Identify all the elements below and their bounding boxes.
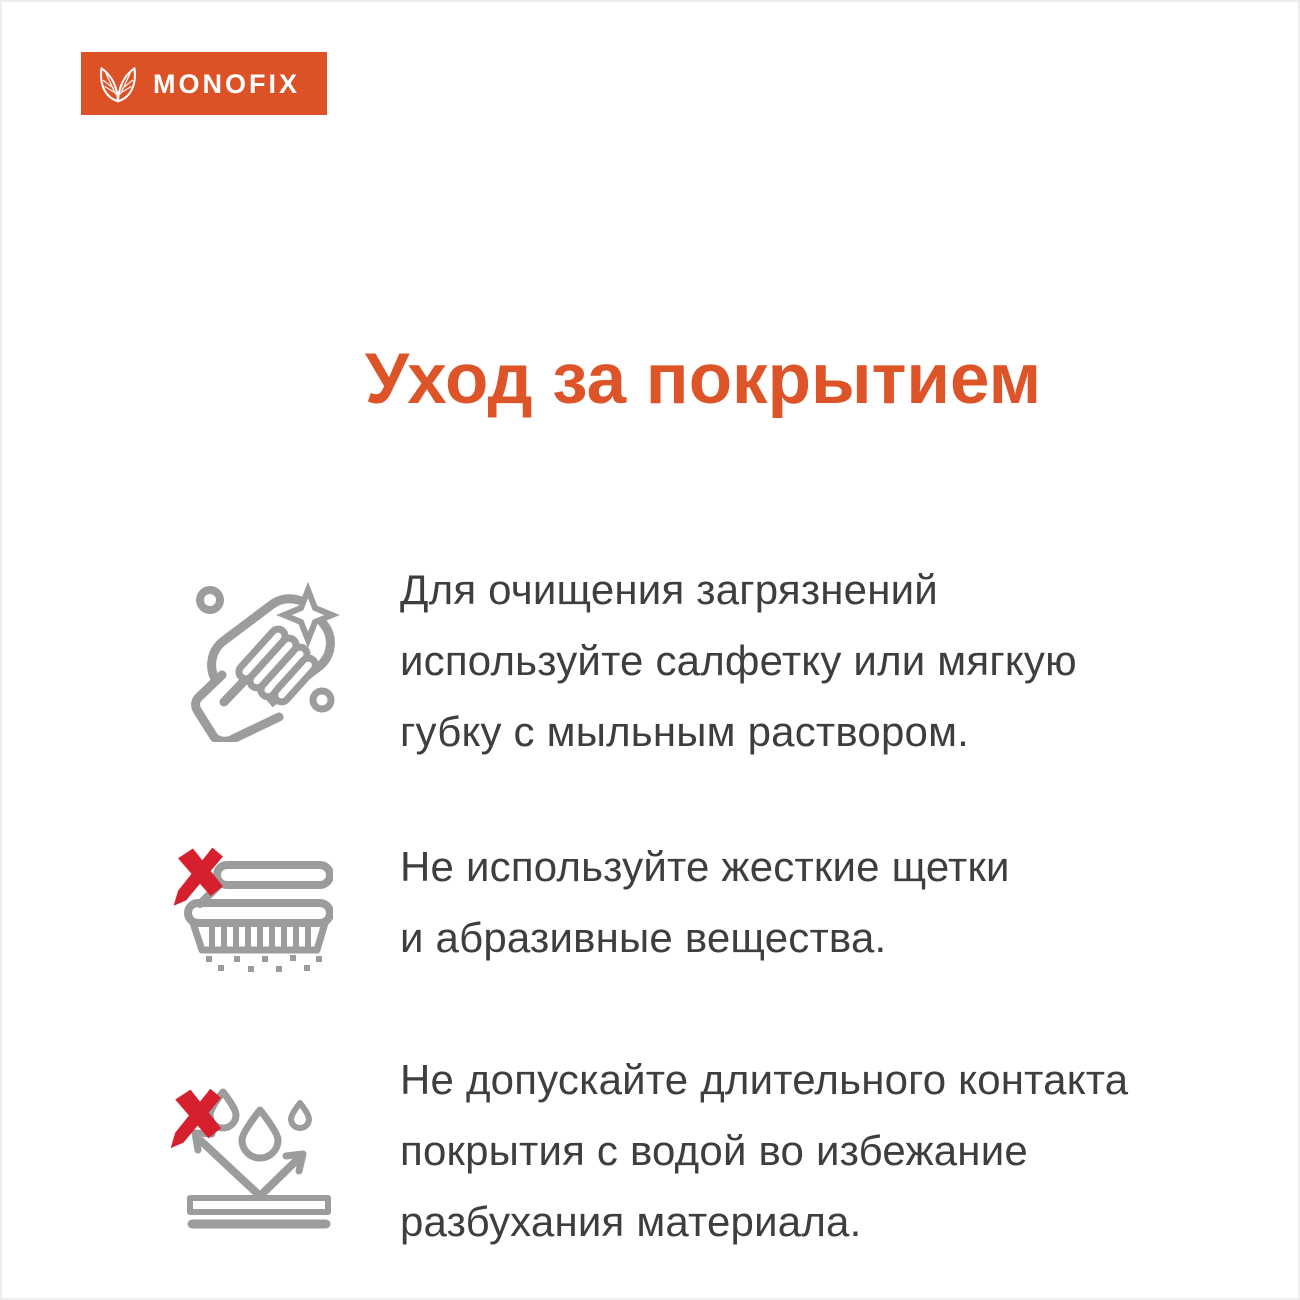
brand-name: MONOFIX — [153, 68, 300, 99]
page-title: Уход за покрытием — [364, 340, 1042, 419]
item-text-line: Не используйте жесткие щетки — [400, 843, 1010, 890]
item-text-line: разбухания материала. — [400, 1198, 862, 1245]
brand-logo — [81, 52, 327, 115]
care-item-3 — [400, 1044, 1128, 1257]
item-text-line: покрытия с водой во избежание — [400, 1127, 1028, 1174]
item-text-line: губку с мыльным раствором. — [400, 708, 970, 755]
item-text-line: используйте салфетку или мягкую — [400, 637, 1077, 684]
care-item-2 — [400, 831, 1010, 973]
item-text-line: Для очищения загрязнений — [400, 566, 938, 613]
care-item-1 — [400, 554, 1077, 767]
leaf-logo-icon — [96, 64, 140, 104]
no-brush-icon — [168, 843, 333, 978]
item-text-line: Не допускайте длительного контакта — [400, 1056, 1129, 1103]
sponge-wipe-icon — [186, 582, 341, 747]
item-text-line: и абразивные вещества. — [400, 914, 887, 961]
no-water-icon — [166, 1084, 331, 1237]
